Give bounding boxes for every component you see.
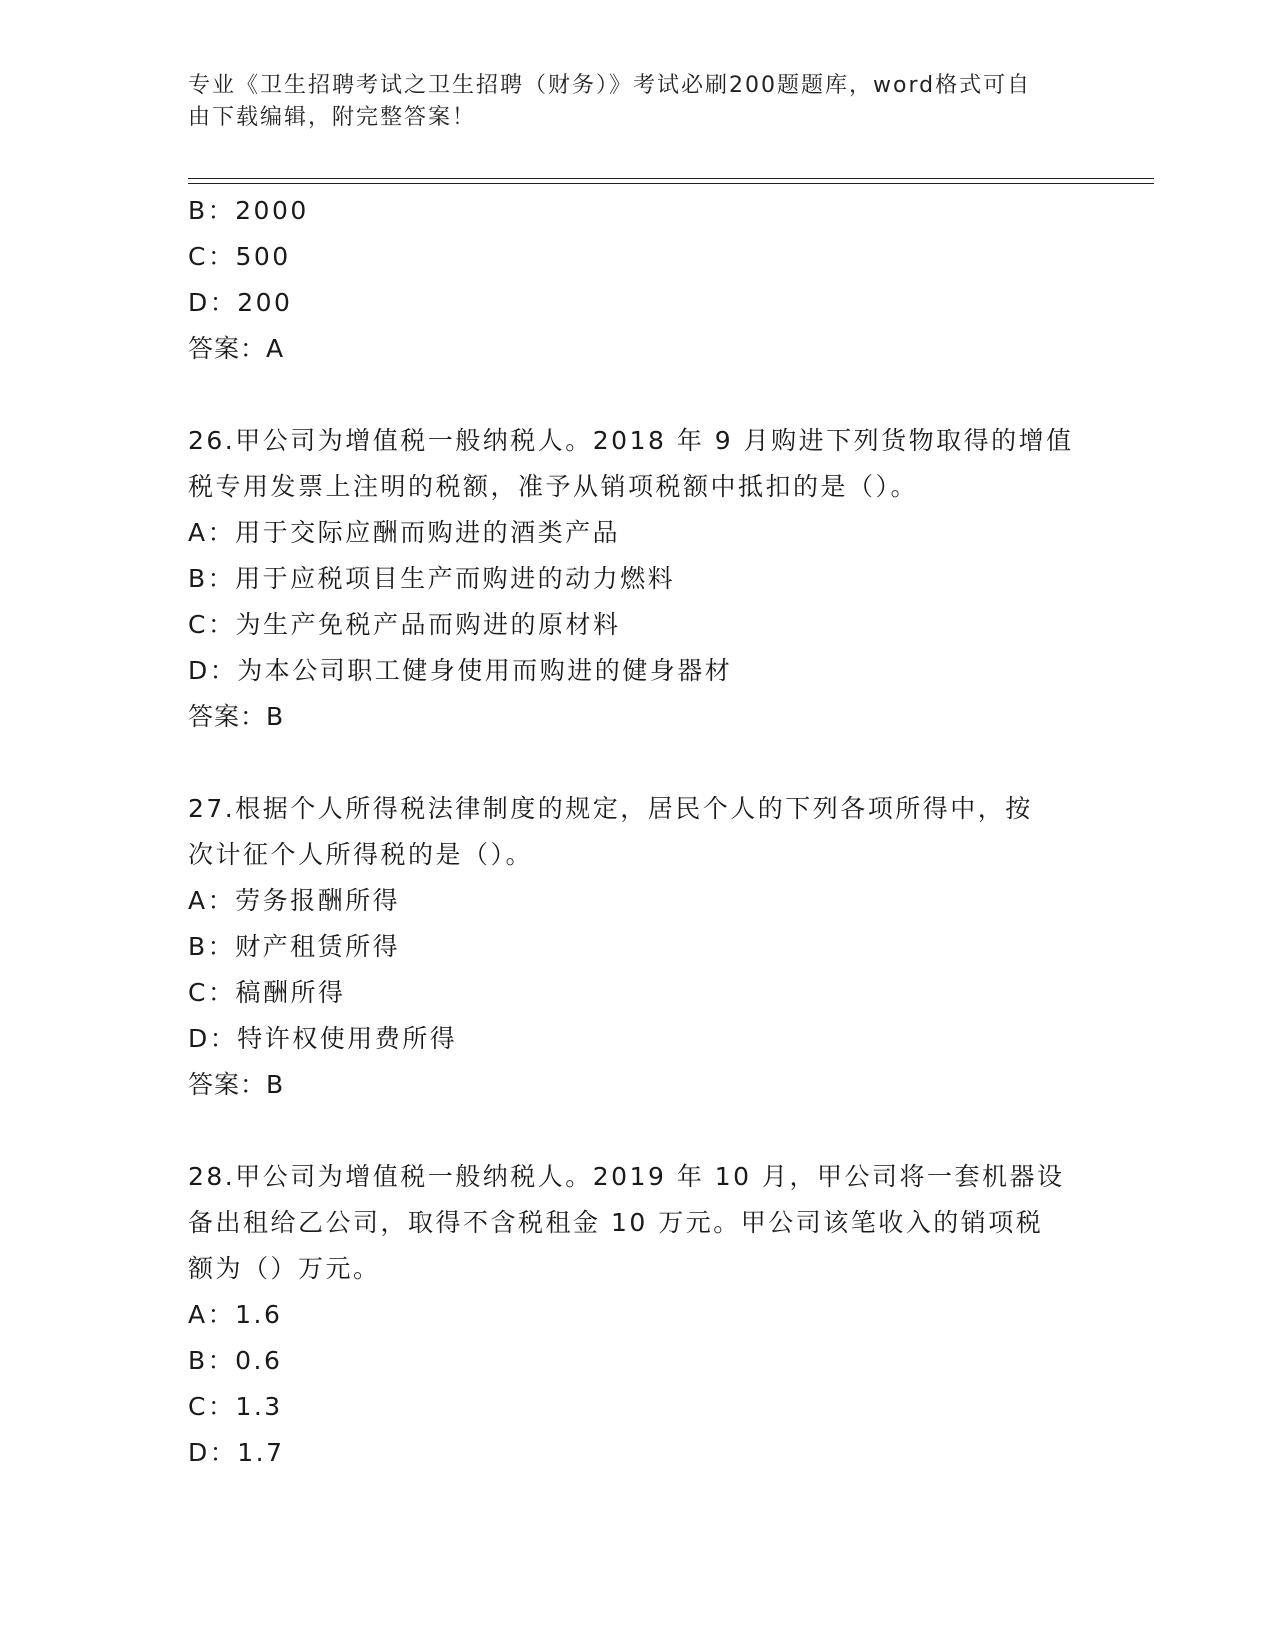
- answer-line: 答案：B: [188, 702, 285, 731]
- question-28: [188, 1154, 1088, 1476]
- spacer: [188, 1108, 1088, 1154]
- option-d: D：1.7: [188, 1438, 285, 1467]
- header-divider-bottom: [188, 183, 1154, 184]
- question-title-line-3: 额为（）万元。: [188, 1254, 381, 1283]
- option-b: B：0.6: [188, 1346, 283, 1375]
- header-line-2: 由下载编辑，附完整答案！: [188, 105, 477, 130]
- answer-line: 答案：A: [188, 334, 285, 363]
- option-a: A：1.6: [188, 1300, 283, 1329]
- answer-line: 答案：B: [188, 1070, 285, 1099]
- option-a: A：用于交际应酬而购进的酒类产品: [188, 518, 621, 547]
- question-title-line-1: 26.甲公司为增值税一般纳税人。2018 年 9 月购进下列货物取得的增值: [188, 426, 1074, 455]
- spacer: [188, 372, 1088, 418]
- option-b: B：2000: [188, 196, 309, 225]
- header-divider-top: [188, 178, 1154, 179]
- option-c: C：稿酬所得: [188, 978, 346, 1007]
- option-d: D：特许权使用费所得: [188, 1024, 458, 1053]
- question-title-line-1: 27.根据个人所得税法律制度的规定，居民个人的下列各项所得中，按: [188, 794, 1033, 823]
- document-header: [188, 70, 1088, 134]
- question-list: [188, 188, 1088, 1476]
- option-c: C：1.3: [188, 1392, 283, 1421]
- option-c: C：500: [188, 242, 291, 271]
- question-title-line-1: 28.甲公司为增值税一般纳税人。2019 年 10 月，甲公司将一套机器设: [188, 1162, 1065, 1191]
- question-title-line-2: 次计征个人所得税的是（）。: [188, 840, 534, 869]
- option-d: D：为本公司职工健身使用而购进的健身器材: [188, 656, 733, 685]
- option-d: D：200: [188, 288, 293, 317]
- option-b: B：财产租赁所得: [188, 932, 401, 961]
- question-27: [188, 786, 1088, 1108]
- option-b: B：用于应税项目生产而购进的动力燃料: [188, 564, 676, 593]
- question-26: [188, 418, 1088, 740]
- option-a: A：劳务报酬所得: [188, 886, 401, 915]
- header-line-1: 专业《卫生招聘考试之卫生招聘（财务）》考试必刷200题题库，word格式可自: [188, 73, 1032, 98]
- question-title-line-2: 备出租给乙公司，取得不含税租金 10 万元。甲公司该笔收入的销项税: [188, 1208, 1044, 1237]
- question-title-line-2: 税专用发票上注明的税额，准予从销项税额中抵扣的是（）。: [188, 472, 919, 501]
- question-25-tail: [188, 188, 1088, 372]
- spacer: [188, 740, 1088, 786]
- option-c: C：为生产免税产品而购进的原材料: [188, 610, 621, 639]
